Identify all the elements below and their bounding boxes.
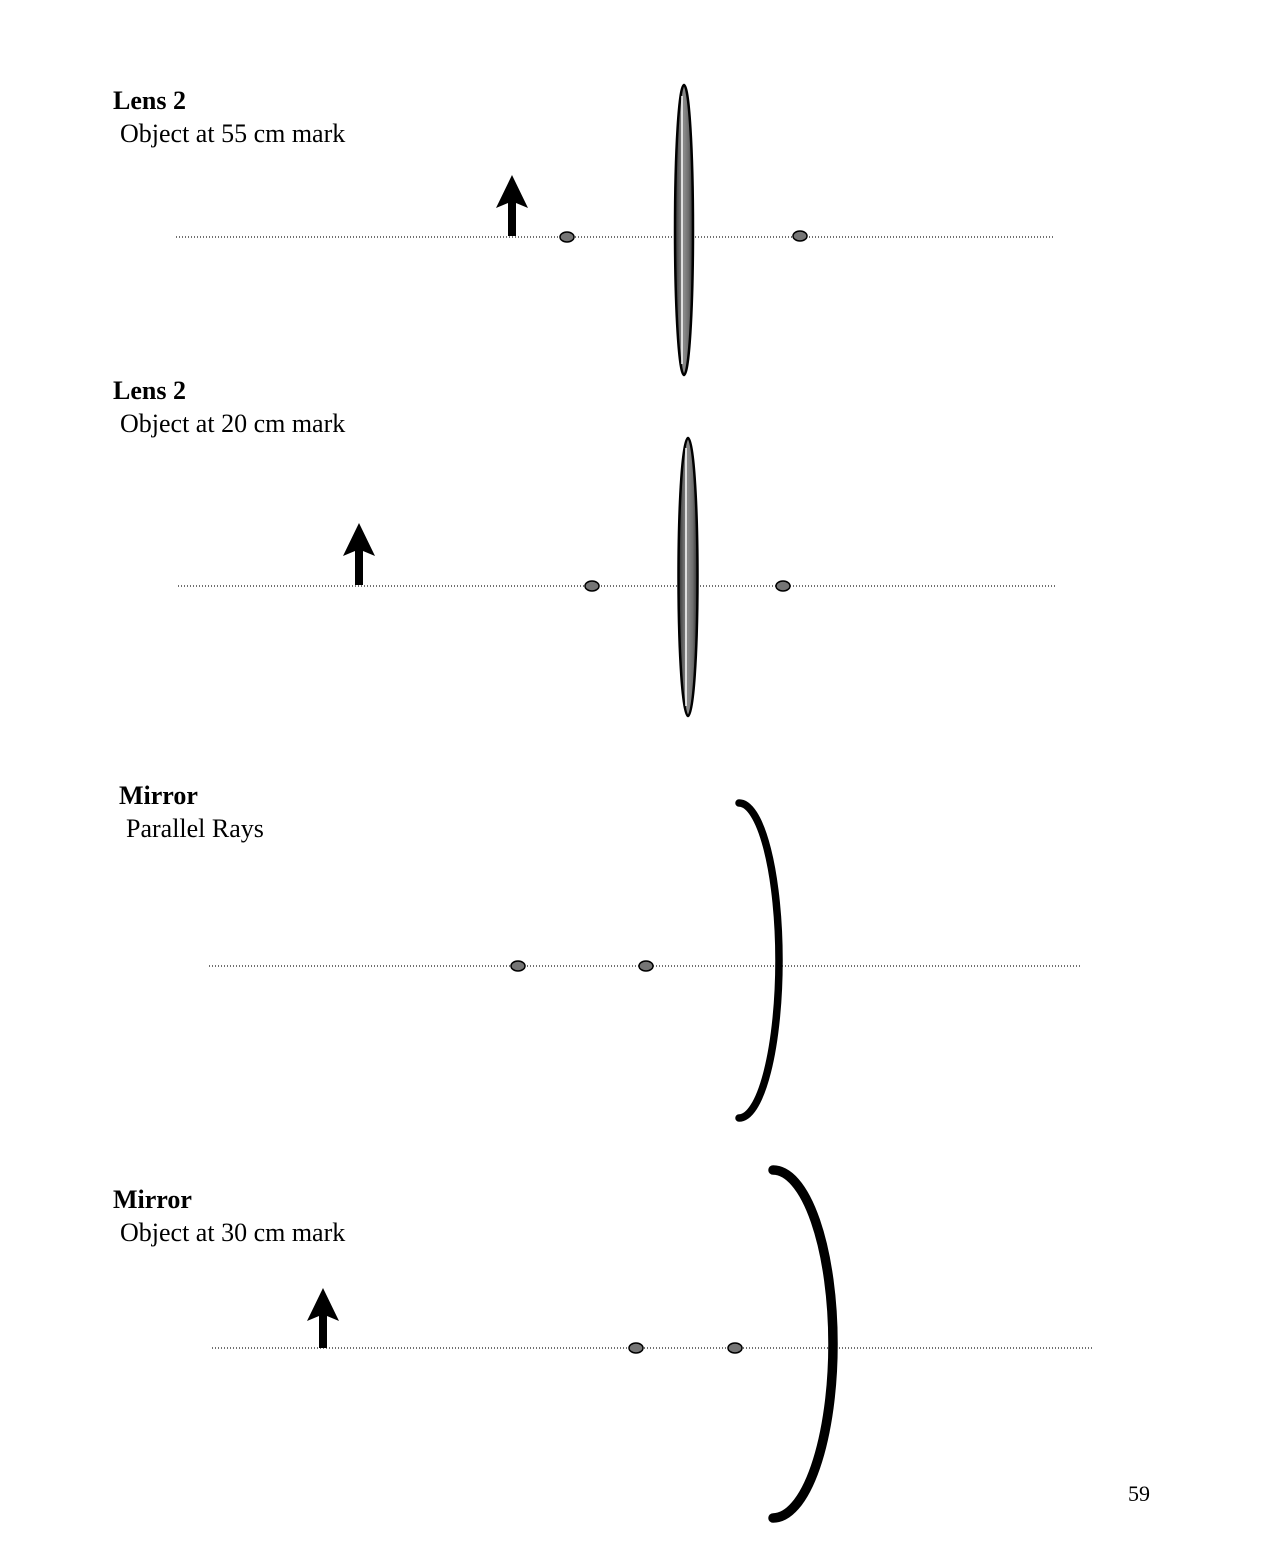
diagram-lens-20cm (178, 438, 1056, 716)
focal-point-dot (793, 231, 807, 241)
center-of-curvature-dot (511, 961, 525, 971)
section-2-subtitle: Object at 20 cm mark (120, 409, 346, 438)
section-3-heading (119, 779, 264, 845)
focal-point-dot (629, 1343, 643, 1353)
concave-mirror (773, 1170, 833, 1518)
diagram-mirror-parallel-rays (209, 803, 1080, 1118)
section-3-subtitle: Parallel Rays (126, 814, 264, 843)
concave-mirror (739, 803, 779, 1118)
section-3-title: Mirror (119, 781, 198, 810)
lens-body (675, 85, 693, 375)
focal-point-dot (639, 961, 653, 971)
section-4-subtitle: Object at 30 cm mark (120, 1218, 346, 1247)
object-arrow (496, 175, 528, 236)
page-number: 59 (1128, 1481, 1150, 1506)
section-1-heading (113, 84, 345, 150)
section-2-title: Lens 2 (113, 376, 186, 405)
section-4-title: Mirror (113, 1185, 192, 1214)
lens-body (679, 438, 698, 716)
section-4-heading (113, 1183, 345, 1249)
section-2-heading (113, 374, 345, 440)
focal-point-dot (776, 581, 790, 591)
focal-point-dot (560, 232, 574, 242)
center-of-curvature-dot (728, 1343, 742, 1353)
focal-point-dot (585, 581, 599, 591)
section-1-subtitle: Object at 55 cm mark (120, 119, 346, 148)
object-arrow (343, 523, 375, 585)
section-1-title: Lens 2 (113, 86, 186, 115)
object-arrow (307, 1288, 339, 1348)
